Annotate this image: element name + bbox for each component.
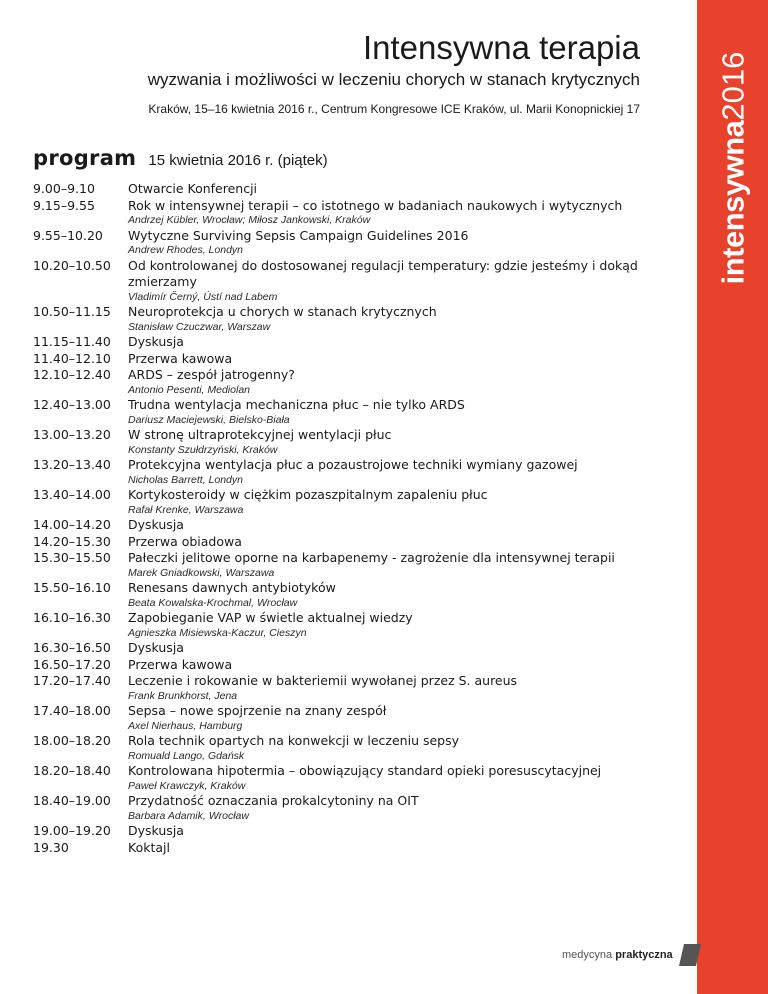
session-speaker: Barbara Adamik, Wrocław: [128, 809, 249, 822]
session-content: [128, 534, 673, 551]
session-time: 18.20–18.40: [33, 763, 111, 778]
page-title: Intensywna terapia: [362, 29, 640, 66]
session-time: 17.20–17.40: [33, 673, 111, 688]
schedule-row: [33, 550, 673, 580]
session-speaker: Stanisław Czuczwar, Warszaw: [128, 320, 271, 333]
schedule-row: [33, 334, 673, 351]
session-time: 14.20–15.30: [33, 533, 111, 549]
session-title: Dyskusja: [128, 334, 184, 349]
session-title: Rola technik opartych na konwekcji w leczeniu sepsy: [128, 733, 460, 748]
page-subtitle: wyzwania i możliwości w leczeniu chorych w stanach krytycznych: [147, 70, 640, 90]
session-speaker: Nicholas Barrett, Londyn: [128, 473, 243, 486]
venue-line: Kraków, 15–16 kwietnia 2016 r., Centrum Kongresowe ICE Kraków, ul. Marii Konopnickiej 17: [148, 102, 640, 117]
schedule-row: [33, 733, 673, 763]
schedule-row: [33, 763, 673, 793]
session-time: 9.55–10.20: [33, 227, 103, 243]
session-content: [128, 580, 673, 610]
brand-bold: intensywna: [715, 120, 751, 285]
session-time: 19.00–19.20: [33, 823, 111, 838]
brand-year: 2016: [715, 51, 751, 121]
session-time: 18.00–18.20: [33, 733, 111, 748]
publisher-logo-icon: [679, 944, 701, 966]
schedule-row: [33, 487, 673, 517]
schedule-row: [33, 657, 673, 674]
session-content: [128, 427, 673, 457]
session-title: Sepsa – nowe spojrzenie na znany zespół: [128, 703, 387, 718]
session-time: 10.20–10.50: [33, 257, 111, 273]
session-title: Od kontrolowanej do dostosowanej regulacji temperatury: gdzie jesteśmy i dokąd zmierzamy: [128, 257, 638, 289]
session-speaker: Frank Brunkhorst, Jena: [128, 689, 238, 702]
session-title: Pałeczki jelitowe oporne na karbapenemy - zagrożenie dla intensywnej terapii: [128, 550, 615, 565]
schedule-row: [33, 181, 673, 198]
schedule-list: [33, 181, 673, 856]
session-speaker: Beata Kowalska-Krochmal, Wrocław: [128, 596, 298, 609]
session-content: [128, 334, 673, 351]
session-time: 11.40–12.10: [33, 350, 111, 366]
session-content: [128, 657, 673, 674]
schedule-row: [33, 304, 673, 334]
session-title: Dyskusja: [128, 640, 184, 655]
session-speaker: Vladimír Černý, Ústí nad Labem: [128, 290, 278, 303]
session-title: Przerwa obiadowa: [128, 533, 242, 549]
session-content: [128, 763, 673, 793]
session-content: [128, 181, 673, 198]
session-time: 17.40–18.00: [33, 703, 111, 718]
session-speaker: Paweł Krawczyk, Kraków: [128, 779, 246, 792]
session-title: Koktajl: [128, 839, 170, 855]
session-content: [128, 397, 673, 427]
session-title: Neuroprotekcja u chorych w stanach krytycznych: [128, 304, 437, 319]
program-date: 15 kwietnia 2016 r. (piątek): [148, 152, 328, 169]
session-content: [128, 610, 673, 640]
schedule-row: [33, 258, 673, 305]
session-content: [128, 304, 673, 334]
session-content: [128, 517, 673, 534]
session-time: 12.40–13.00: [33, 397, 111, 412]
session-title: Zapobieganie VAP w świetle aktualnej wiedzy: [128, 610, 413, 625]
session-time: 18.40–19.00: [33, 793, 111, 808]
session-title: Przerwa kawowa: [128, 350, 233, 366]
session-time: 19.30: [33, 839, 69, 855]
session-title: Leczenie i rokowanie w bakteriemii wywołanej przez S. aureus: [128, 673, 518, 688]
session-title: ARDS – zespół jatrogenny?: [128, 367, 295, 382]
session-title: Protekcyjna wentylacja płuc a pozaustrojowe techniki wymiany gazowej: [128, 457, 578, 472]
schedule-row: [33, 367, 673, 397]
session-time: 14.00–14.20: [33, 517, 111, 532]
schedule-row: [33, 397, 673, 427]
schedule-row: [33, 351, 673, 368]
session-time: 9.00–9.10: [33, 181, 95, 196]
session-content: [128, 733, 673, 763]
schedule-row: [33, 640, 673, 657]
session-speaker: Marek Gniadkowski, Warszawa: [128, 566, 275, 579]
program-heading: [33, 146, 328, 170]
session-speaker: Andrzej Kübler, Wrocław; Miłosz Jankowski, Kraków: [128, 214, 371, 226]
schedule-row: [33, 673, 673, 703]
footer-text: [562, 949, 673, 961]
session-time: 13.40–14.00: [33, 487, 111, 502]
session-title: Kortykosteroidy w ciężkim pozaszpitalnym zapaleniu płuc: [128, 487, 488, 502]
session-content: [128, 640, 673, 657]
session-speaker: Romuald Lango, Gdańsk: [128, 749, 245, 762]
session-speaker: Axel Nierhaus, Hamburg: [128, 719, 243, 732]
brand-vertical-logo: [715, 51, 751, 285]
schedule-row: [33, 228, 673, 258]
schedule-row: [33, 457, 673, 487]
session-speaker: Rafał Krenke, Warszawa: [128, 503, 244, 516]
session-time: 12.10–12.40: [33, 367, 111, 382]
footer-light: medycyna: [562, 949, 613, 961]
schedule-row: [33, 580, 673, 610]
session-content: [128, 457, 673, 487]
session-content: [128, 258, 673, 305]
session-time: 16.30–16.50: [33, 640, 111, 655]
session-time: 11.15–11.40: [33, 334, 111, 349]
session-content: [128, 793, 673, 823]
session-title: Kontrolowana hipotermia – obowiązujący standard opieki poresuscytacyjnej: [128, 763, 602, 778]
session-speaker: Andrew Rhodes, Londyn: [128, 244, 243, 256]
session-speaker: Antonio Pesenti, Mediolan: [128, 383, 250, 396]
schedule-row: [33, 534, 673, 551]
header: [148, 30, 640, 116]
schedule-row: [33, 610, 673, 640]
session-content: [128, 840, 673, 857]
session-title: Dyskusja: [128, 517, 184, 532]
session-title: Przydatność oznaczania prokalcytoniny na OIT: [128, 793, 419, 808]
session-time: 15.50–16.10: [33, 580, 111, 595]
session-content: [128, 673, 673, 703]
session-title: Renesans dawnych antybiotyków: [128, 580, 336, 595]
session-content: [128, 550, 673, 580]
schedule-row: [33, 198, 673, 228]
session-speaker: Agnieszka Misiewska-Kaczur, Cieszyn: [128, 626, 307, 639]
session-title: W stronę ultraprotekcyjnej wentylacji płuc: [128, 427, 392, 442]
session-title: Rok w intensywnej terapii – co istotnego w badaniach naukowych i wytycznych: [128, 197, 623, 213]
session-time: 13.00–13.20: [33, 427, 111, 442]
session-time: 16.10–16.30: [33, 610, 111, 625]
schedule-row: [33, 793, 673, 823]
schedule-row: [33, 703, 673, 733]
session-content: [128, 228, 673, 258]
session-title: Otwarcie Konferencji: [128, 181, 258, 196]
schedule-row: [33, 823, 673, 840]
session-time: 10.50–11.15: [33, 304, 111, 319]
program-label: program: [33, 146, 137, 170]
session-content: [128, 487, 673, 517]
session-content: [128, 367, 673, 397]
session-title: Wytyczne Surviving Sepsis Campaign Guidelines 2016: [128, 227, 469, 243]
session-content: [128, 703, 673, 733]
session-title: Przerwa kawowa: [128, 656, 233, 672]
session-time: 9.15–9.55: [33, 197, 95, 213]
session-time: 16.50–17.20: [33, 656, 111, 672]
session-content: [128, 198, 673, 228]
schedule-row: [33, 840, 673, 857]
footer-bold: praktyczna: [615, 949, 673, 961]
footer-logo: [562, 944, 701, 966]
session-time: 15.30–15.50: [33, 550, 111, 565]
session-title: Dyskusja: [128, 823, 184, 838]
session-time: 13.20–13.40: [33, 457, 111, 472]
session-speaker: Dariusz Maciejewski, Bielsko-Biała: [128, 413, 290, 426]
session-content: [128, 351, 673, 368]
session-speaker: Konstanty Szułdrzyński, Kraków: [128, 443, 278, 456]
schedule-row: [33, 427, 673, 457]
session-content: [128, 823, 673, 840]
schedule-row: [33, 517, 673, 534]
session-title: Trudna wentylacja mechaniczna płuc – nie tylko ARDS: [128, 397, 465, 412]
